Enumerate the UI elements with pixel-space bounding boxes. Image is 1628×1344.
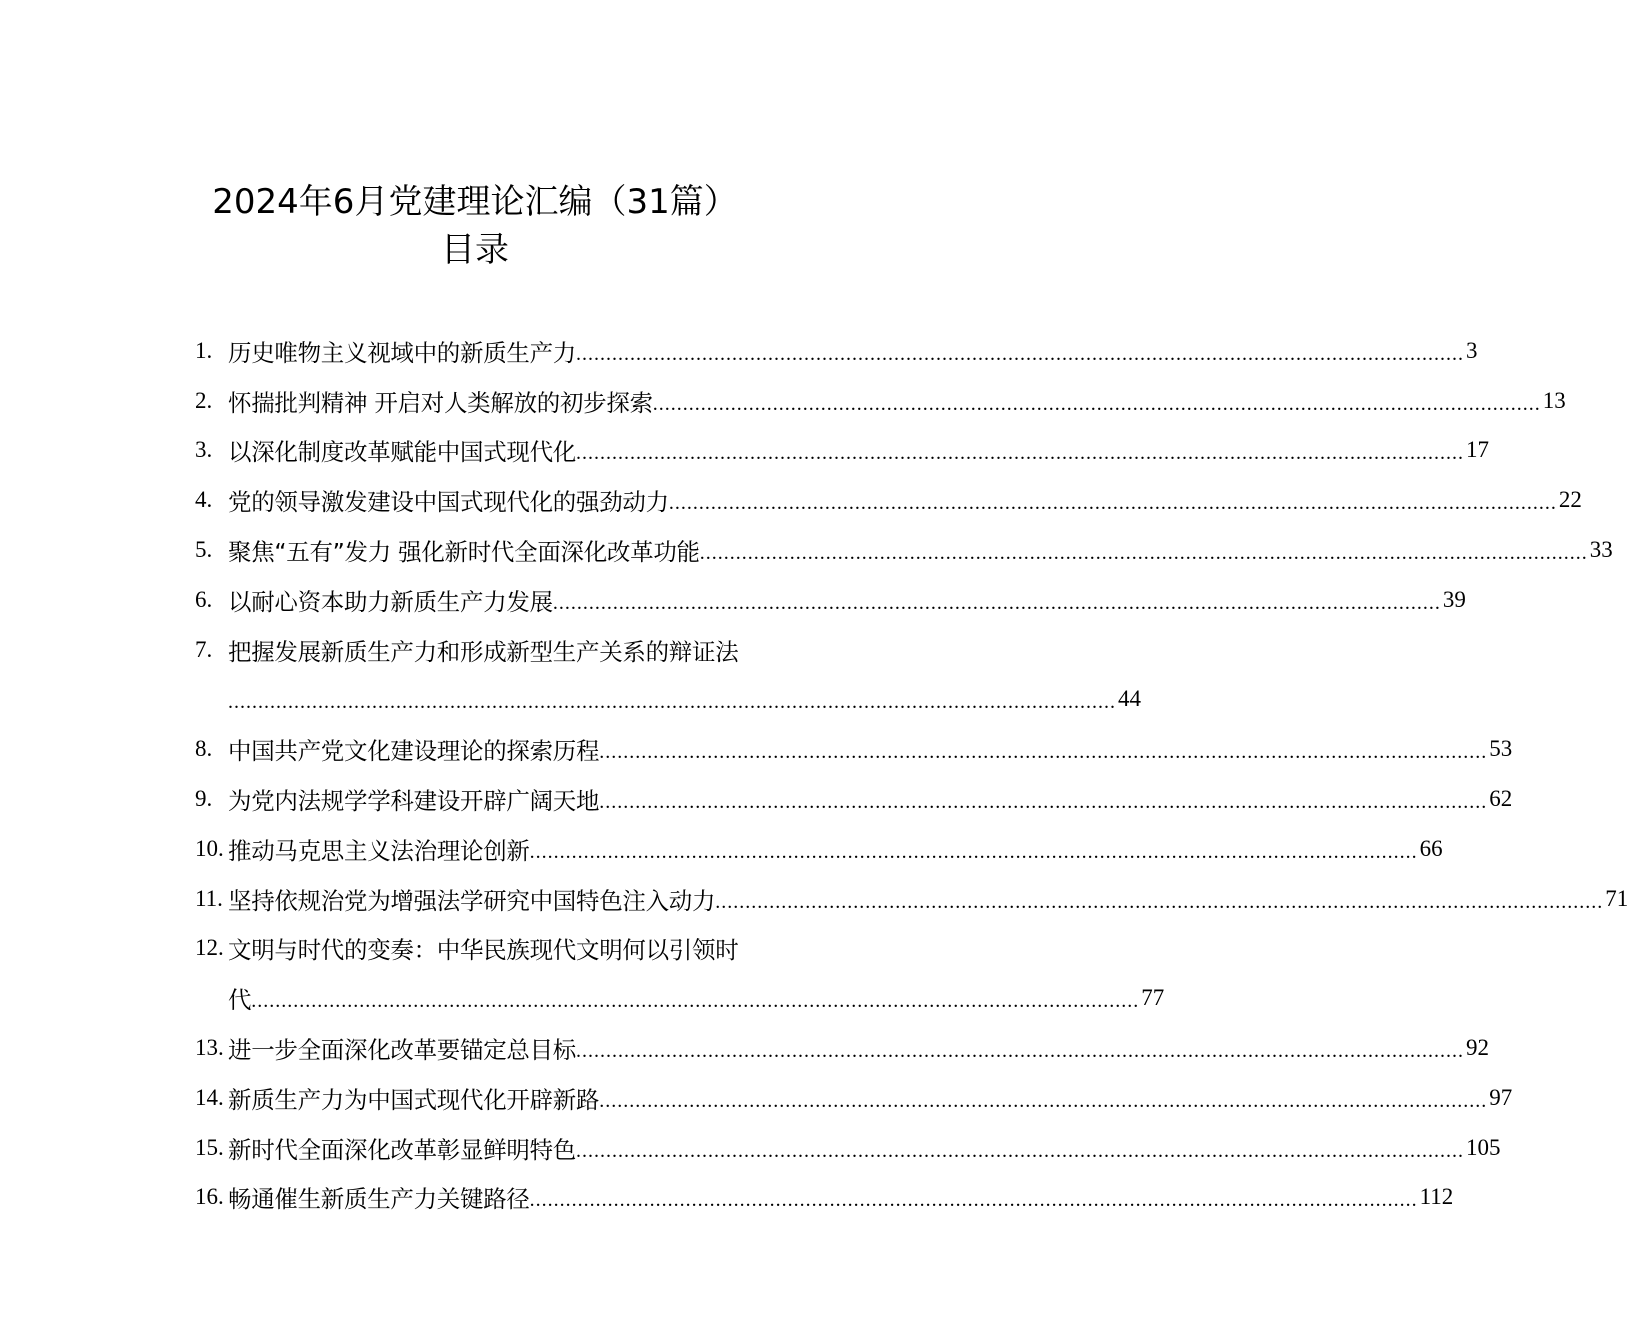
toc-entry-page: 33 [1589, 537, 1613, 563]
toc-dot-leader: .................................................................................................................................................... [715, 890, 1604, 913]
toc-entry[interactable] [195, 1173, 1454, 1223]
toc-entry[interactable] [195, 924, 807, 974]
toc-entry-title: 文明与时代的变奏：中华民族现代文明何以引领时 [228, 936, 739, 965]
toc-entry-number: 14. [195, 1084, 224, 1110]
toc-dot-leader: .................................................................................................................................................... [552, 591, 1441, 614]
toc-entry-title: 中国共产党文化建设理论的探索历程 [228, 737, 600, 766]
toc-entry-continuation[interactable] [195, 675, 1141, 725]
toc-entry[interactable] [195, 1123, 1501, 1173]
toc-entry-page: 3 [1466, 337, 1478, 363]
toc-entry-title: 新时代全面深化改革彰显鲜明特色 [228, 1135, 576, 1164]
toc-entry-title-continued: 代 [228, 986, 252, 1015]
toc-entry-title: 为党内法规学学科建设开辟广阔天地 [228, 787, 600, 816]
toc-entry-page: 112 [1419, 1184, 1454, 1210]
toc-dot-leader: .................................................................................................................................................... [599, 1089, 1488, 1112]
toc-entry-title: 以耐心资本助力新质生产力发展 [228, 587, 553, 616]
toc-entry-number: 10. [195, 835, 224, 861]
toc-dot-leader: .................................................................................................................................................... [576, 1040, 1464, 1063]
toc-entry-title: 历史唯物主义视域中的新质生产力 [228, 338, 576, 367]
toc-entry[interactable] [195, 326, 1478, 376]
toc-entry-title: 新质生产力为中国式现代化开辟新路 [228, 1085, 600, 1114]
toc-entry-number: 9. [195, 786, 213, 812]
toc-entry-number: 13. [195, 1035, 224, 1061]
toc-entry-title: 畅通催生新质生产力关键路径 [228, 1185, 530, 1214]
toc-entry-title: 坚持依规治党为增强法学研究中国特色注入动力 [228, 886, 716, 915]
toc-dot-leader: .................................................................................................................................................... [576, 442, 1464, 465]
toc-entry[interactable] [195, 525, 1613, 575]
toc-entry-number: 15. [195, 1134, 224, 1160]
toc-dot-leader: .................................................................................................................................................... [652, 392, 1541, 415]
toc-entry-page: 62 [1489, 786, 1513, 812]
toc-entry-page: 97 [1489, 1084, 1513, 1110]
toc-entry[interactable] [195, 824, 1443, 874]
toc-entry[interactable] [195, 1023, 1489, 1073]
toc-entry-number: 8. [195, 736, 213, 762]
toc-entry-title: 以深化制度改革赋能中国式现代化 [228, 438, 576, 467]
toc-entry[interactable] [195, 1073, 1513, 1123]
toc-entry-number: 12. [195, 935, 224, 961]
toc-entry[interactable] [195, 575, 1466, 625]
toc-dot-leader: .................................................................................................................................................... [576, 342, 1464, 365]
toc-entry-page: 66 [1419, 835, 1443, 861]
toc-entry[interactable] [195, 724, 1513, 774]
toc-entry-number: 1. [195, 337, 213, 363]
toc-entry[interactable] [195, 625, 807, 675]
toc-entry-number: 2. [195, 387, 213, 413]
toc-entry-title: 把握发展新质生产力和形成新型生产关系的辩证法 [228, 637, 739, 666]
document-title: 2024年6月党建理论汇编（31篇） [212, 182, 738, 222]
toc-entry-number: 4. [195, 487, 213, 513]
toc-entry-title: 进一步全面深化改革要锚定总目标 [228, 1036, 576, 1065]
toc-entry[interactable] [195, 376, 1566, 426]
table-of-contents [195, 326, 1628, 1222]
toc-entry-number: 7. [195, 636, 213, 662]
toc-entry[interactable] [195, 874, 1628, 924]
toc-entry-page: 17 [1466, 437, 1489, 463]
toc-dot-leader: .................................................................................................................................................... [668, 492, 1557, 515]
toc-dot-leader: .................................................................................................................................................... [699, 542, 1588, 565]
toc-entry-page: 53 [1489, 736, 1513, 762]
toc-entry-page: 105 [1466, 1134, 1501, 1160]
toc-entry-page: 92 [1466, 1035, 1489, 1061]
toc-dot-leader: .................................................................................................................................................... [599, 791, 1488, 814]
toc-dot-leader: .................................................................................................................................................... [576, 1139, 1464, 1162]
toc-entry[interactable] [195, 774, 1513, 824]
toc-heading: 目录 [441, 230, 509, 270]
toc-dot-leader: .................................................................................................................................................... [529, 840, 1418, 863]
toc-entry-page: 71 [1605, 885, 1628, 911]
toc-entry-number: 6. [195, 586, 213, 612]
toc-entry-title: 推动马克思主义法治理论创新 [228, 836, 530, 865]
toc-dot-leader: .................................................................................................................................................... [529, 1189, 1418, 1212]
toc-entry-continuation[interactable] [195, 973, 1165, 1023]
toc-entry-page: 44 [1118, 686, 1141, 712]
toc-entry-page: 22 [1558, 487, 1582, 513]
toc-entry[interactable] [195, 426, 1489, 476]
toc-entry-page: 39 [1442, 586, 1466, 612]
toc-entry-title: 聚焦“五有”发力 强化新时代全面深化改革功能 [228, 538, 700, 567]
toc-dot-leader: .................................................................................................................................................... [228, 691, 1116, 714]
toc-entry-title: 党的领导激发建设中国式现代化的强劲动力 [228, 488, 669, 517]
toc-dot-leader: .................................................................................................................................................... [251, 990, 1140, 1013]
toc-entry[interactable] [195, 475, 1582, 525]
toc-entry-number: 3. [195, 437, 213, 463]
toc-entry-number: 16. [195, 1184, 224, 1210]
toc-dot-leader: .................................................................................................................................................... [599, 741, 1488, 764]
toc-entry-page: 13 [1542, 387, 1566, 413]
toc-entry-title: 怀揣批判精神 开启对人类解放的初步探索 [228, 388, 653, 417]
toc-entry-page: 77 [1141, 985, 1165, 1011]
toc-entry-number: 5. [195, 537, 213, 563]
toc-entry-number: 11. [195, 885, 223, 911]
